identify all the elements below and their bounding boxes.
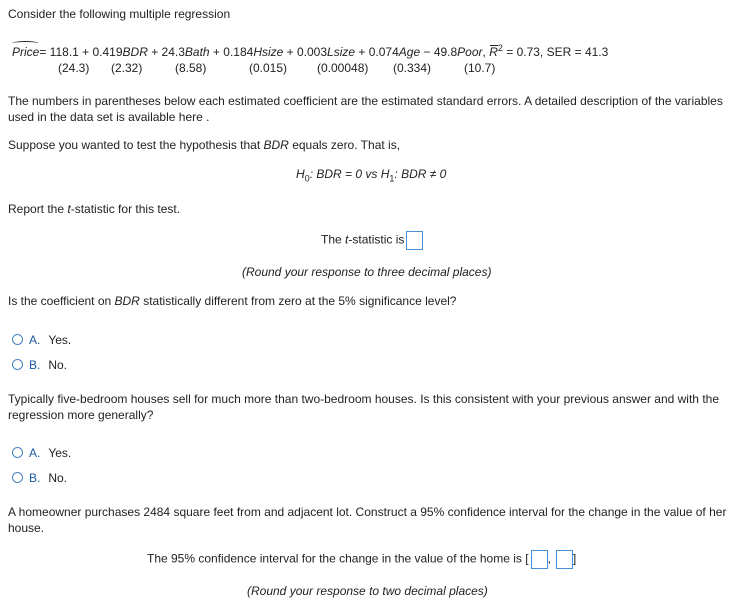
h1-rest: : BDR ≠ 0 <box>394 167 447 181</box>
regression-equation <box>12 43 608 59</box>
tstat-answer-input[interactable] <box>406 231 423 250</box>
ci-separator: , <box>547 551 551 566</box>
r-bar-symbol: R <box>489 45 498 59</box>
se-hsize: (0.015) <box>249 61 288 75</box>
tstat-line <box>321 231 423 250</box>
equation-term: = 118.1 + 0.419 <box>39 45 123 59</box>
report-t: t <box>67 202 71 216</box>
ci-post: ] <box>572 551 577 566</box>
question1-text <box>8 294 456 308</box>
suppose-pre: Suppose you wanted to test the hypothesis that <box>8 138 264 152</box>
ci-line <box>147 550 576 569</box>
q1-option-a-label: Yes. <box>48 333 72 347</box>
q2-option-b-radio[interactable] <box>12 472 23 483</box>
h1-symbol: H <box>380 167 390 181</box>
ci-pre: The 95% confidence interval for the change in the value of the home is [ <box>147 551 529 566</box>
report-pre: Report the <box>8 202 68 216</box>
h0-symbol: H <box>296 167 305 181</box>
intro-text: Consider the following multiple regression <box>8 7 231 21</box>
h1-sub: 1 <box>389 173 395 184</box>
question3-text: A homeowner purchases 2484 square feet from and adjacent lot. Construct a 95% confidence interval for the change in the value of her house. <box>8 505 727 535</box>
equation-term: + 0.184 <box>209 45 254 59</box>
equation-term: Bath <box>184 45 210 59</box>
description-text: The numbers in parentheses below each estimated coefficient are the estimated standard errors. A detailed description of the variables used in the data set is available here . <box>8 94 723 124</box>
h0-rest: : BDR = 0 vs <box>309 167 381 181</box>
q2-option-a[interactable] <box>12 446 71 460</box>
q1-option-b[interactable] <box>12 358 67 372</box>
q1-option-a-letter: A. <box>29 333 41 347</box>
tstat-post: -statistic is <box>348 232 405 247</box>
equation-term: BDR <box>122 45 148 59</box>
question2-text: Typically five-bedroom houses sell for much more than two-bedroom houses. Is this consistent with your previous answer and with the regression more generally? <box>8 392 719 422</box>
suppose-post: equals zero. That is, <box>288 138 401 152</box>
equation-term: − 49.8 <box>420 45 458 59</box>
q1-option-b-letter: B. <box>29 358 41 372</box>
report-text <box>8 202 180 216</box>
q1-option-b-radio[interactable] <box>12 359 23 370</box>
se-intercept: (24.3) <box>58 61 90 75</box>
tstat-t: t <box>345 232 349 247</box>
equation-term: Hsize <box>253 45 284 59</box>
price-hat-variable: Price <box>12 45 40 59</box>
q2-option-a-radio[interactable] <box>12 447 23 458</box>
round-two-note: (Round your response to two decimal places) <box>247 584 488 598</box>
suppose-text <box>8 138 400 152</box>
se-bath: (8.58) <box>175 61 207 75</box>
report-post: -statistic for this test. <box>70 202 181 216</box>
r-bar-exponent: 2 <box>497 43 503 53</box>
equation-terms <box>39 45 489 59</box>
h0-sub: 0 <box>304 173 310 184</box>
suppose-var: BDR <box>263 138 289 152</box>
se-bdr: (2.32) <box>111 61 143 75</box>
fit-statistics: = 0.73, SER = 41.3 <box>502 45 609 59</box>
q2-option-a-label: Yes. <box>48 446 72 460</box>
q1-option-a[interactable] <box>12 333 71 347</box>
se-poor: (10.7) <box>464 61 496 75</box>
equation-term: Lsize <box>327 45 356 59</box>
q1-post: statistically different from zero at the 5% significance level? <box>139 294 457 308</box>
equation-term: + 0.003 <box>283 45 328 59</box>
tstat-pre: The <box>321 232 346 247</box>
equation-term: Poor <box>457 45 483 59</box>
se-age: (0.334) <box>393 61 432 75</box>
hypothesis <box>296 167 446 183</box>
q2-option-b[interactable] <box>12 471 67 485</box>
ci-lower-input[interactable] <box>531 550 548 569</box>
q1-pre: Is the coefficient on <box>8 294 115 308</box>
q2-option-a-letter: A. <box>29 446 41 460</box>
q2-option-b-label: No. <box>48 471 68 485</box>
q1-option-b-label: No. <box>48 358 68 372</box>
equation-term: , <box>482 45 490 59</box>
q2-option-b-letter: B. <box>29 471 41 485</box>
ci-upper-input[interactable] <box>556 550 573 569</box>
equation-term: + 0.074 <box>355 45 399 59</box>
round-three-note: (Round your response to three decimal places) <box>242 265 492 279</box>
q1-var: BDR <box>114 294 140 308</box>
equation-term: + 24.3 <box>147 45 185 59</box>
se-lsize: (0.00048) <box>317 61 369 75</box>
q1-option-a-radio[interactable] <box>12 334 23 345</box>
equation-term: Age <box>398 45 421 59</box>
